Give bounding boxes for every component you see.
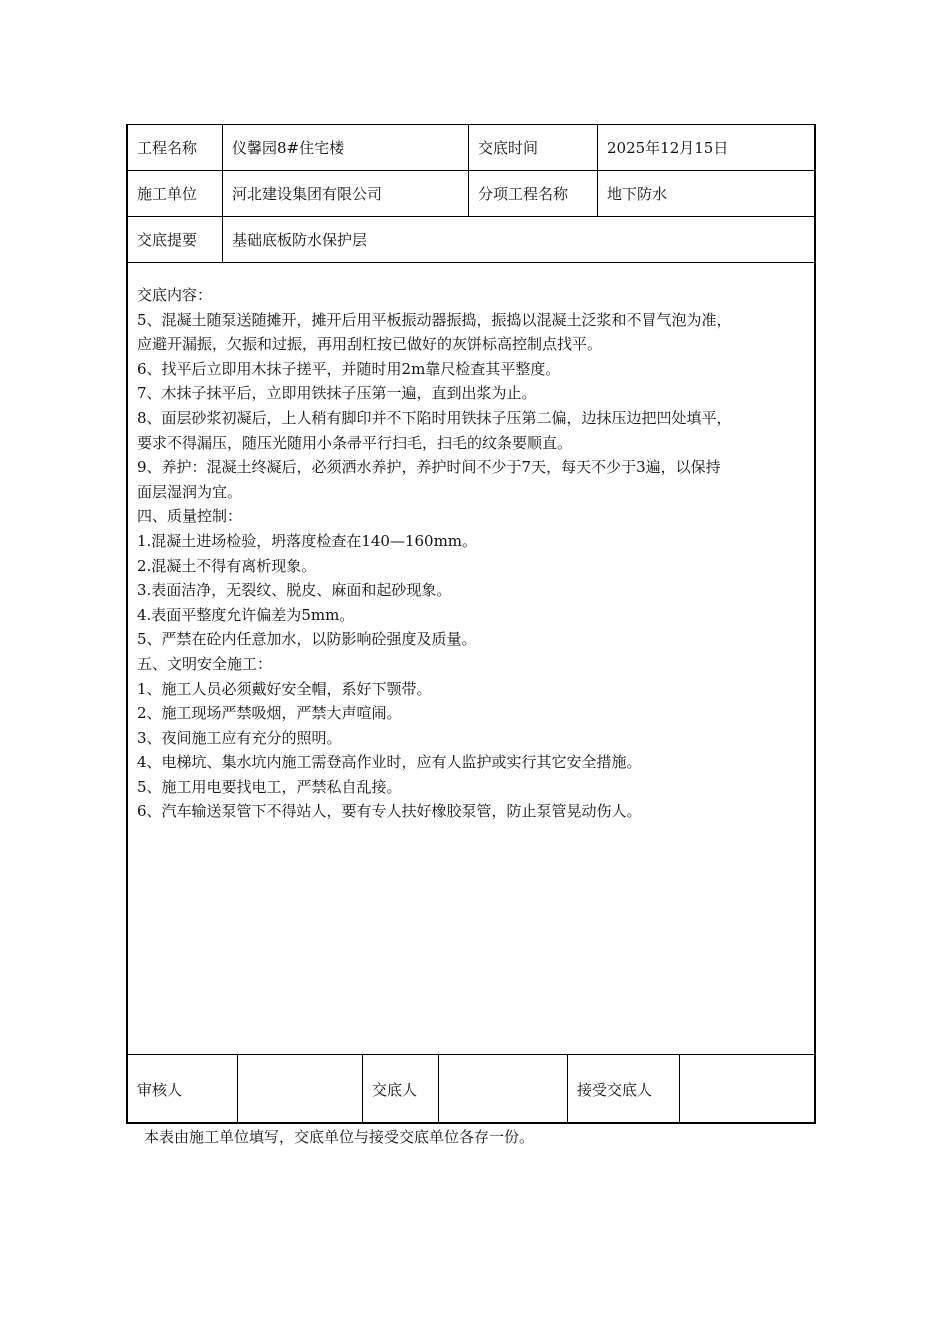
disclosure-content bbox=[128, 263, 814, 1055]
content-line: 五、文明安全施工： bbox=[137, 654, 273, 673]
form-footnote: 本表由施工单位填写，交底单位与接受交底单位各存一份。 bbox=[144, 1128, 535, 1146]
summary-label: 交底提要 bbox=[137, 231, 198, 249]
content-line: 2.混凝土不得有离析现象。 bbox=[137, 556, 317, 575]
content-line: 1.混凝土进场检验，坍落度检查在140—160mm。 bbox=[137, 531, 478, 550]
row-summary bbox=[128, 217, 814, 263]
content-line: 5、混凝土随泵送随摊开，摊开后用平板振动器振捣，振捣以混凝土泛浆和不冒气泡为准， bbox=[137, 310, 732, 329]
discloser-signature-field[interactable] bbox=[438, 1055, 567, 1123]
content-line: 应避开漏振，欠振和过振，再用刮杠按已做好的灰饼标高控制点找平。 bbox=[137, 335, 603, 354]
reviewer-label: 审核人 bbox=[137, 1080, 183, 1099]
content-line: 5、严禁在砼内任意加水，以防影响砼强度及质量。 bbox=[137, 630, 477, 649]
disclosure-form bbox=[126, 124, 816, 1124]
project-name-value: 仪馨园8#住宅楼 bbox=[222, 125, 468, 170]
content-line: 5、施工用电要找电工，严禁私自乱接。 bbox=[137, 777, 402, 796]
disclosure-date-label: 交底时间 bbox=[468, 125, 597, 170]
content-line: 3.表面洁净，无裂纹、脱皮、麻面和起砂现象。 bbox=[137, 581, 452, 600]
content-line: 要求不得漏压，随压光随用小条帚平行扫毛，扫毛的纹条要顺直。 bbox=[137, 433, 573, 452]
content-line: 7、木抹子抹平后，立即用铁抹子压第一遍，直到出浆为止。 bbox=[137, 384, 537, 403]
row-project bbox=[128, 125, 814, 171]
content-line: 4.表面平整度允许偏差为5mm。 bbox=[137, 605, 355, 624]
content-line: 3、夜间施工应有充分的照明。 bbox=[137, 728, 342, 747]
content-line: 1、施工人员必须戴好安全帽，系好下颚带。 bbox=[137, 679, 432, 698]
content-line: 8、面层砂浆初凝后，上人稍有脚印并不下陷时用铁抹子压第二偏，边抹压边把凹处填平， bbox=[137, 408, 732, 427]
disclosure-date-value: 2025年12月15日 bbox=[597, 125, 816, 170]
content-line: 9、养护：混凝土终凝后，必须洒水养护，养护时间不少于7天，每天不少于3遍，以保持 bbox=[137, 458, 721, 477]
receiver-signature-field[interactable] bbox=[679, 1055, 816, 1123]
content-line: 2、施工现场严禁吸烟，严禁大声喧闹。 bbox=[137, 704, 402, 723]
content-line: 6、汽车输送泵管下不得站人，要有专人扶好橡胶泵管，防止泵管晃动伤人。 bbox=[137, 802, 642, 821]
reviewer-signature-field[interactable] bbox=[237, 1055, 362, 1123]
subitem-label: 分项工程名称 bbox=[468, 171, 597, 216]
subitem-value: 地下防水 bbox=[597, 171, 816, 216]
signature-row bbox=[128, 1055, 814, 1123]
discloser-label: 交底人 bbox=[362, 1055, 438, 1123]
receiver-label: 接受交底人 bbox=[567, 1055, 679, 1123]
content-line: 4、电梯坑、集水坑内施工需登高作业时，应有人监护或实行其它安全措施。 bbox=[137, 753, 642, 772]
summary-value: 基础底板防水保护层 bbox=[222, 217, 816, 262]
content-line: 6、找平后立即用木抹子搓平，并随时用2m靠尺检查其平整度。 bbox=[137, 359, 561, 378]
content-line: 面层湿润为宜。 bbox=[137, 482, 243, 501]
construction-unit-value: 河北建设集团有限公司 bbox=[222, 171, 468, 216]
content-heading: 交底内容： bbox=[137, 286, 213, 304]
content-line: 四、质量控制： bbox=[137, 507, 243, 526]
row-unit bbox=[128, 171, 814, 217]
project-name-label: 工程名称 bbox=[137, 139, 198, 157]
construction-unit-label: 施工单位 bbox=[137, 185, 198, 203]
